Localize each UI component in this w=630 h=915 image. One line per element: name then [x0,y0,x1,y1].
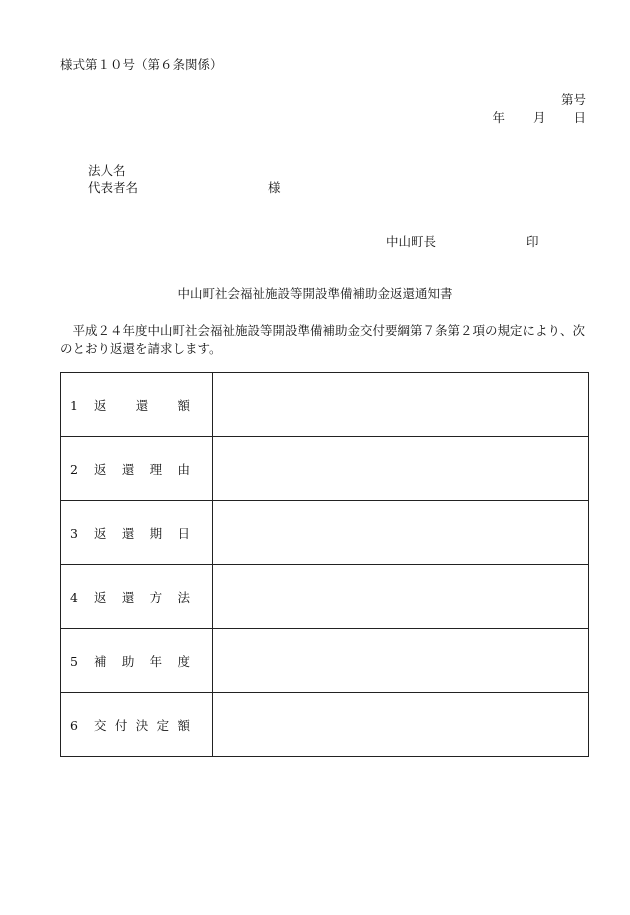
row-label-cell [61,501,213,565]
table-row [61,501,589,565]
corporation-name-label: 法人名 [88,163,126,178]
date-day: 日 [573,110,586,125]
row-number: 6 [70,717,78,733]
row-number: 1 [70,397,78,413]
representative-label: 代表者名 [88,180,139,195]
date-line [492,112,586,125]
date-year: 年 [492,110,505,125]
detail-table-body [61,373,589,757]
document-number: 第号 [560,92,586,107]
row-label: 返還額 [94,397,190,413]
row-label-cell [61,437,213,501]
row-label: 補助年度 [94,653,190,669]
row-value-field[interactable] [213,373,589,437]
seal-mark: 印 [526,234,539,249]
row-number: 3 [70,525,78,541]
table-row [61,373,589,437]
sender-line [386,236,539,249]
row-label: 返還期日 [94,525,190,541]
row-label: 交付決定額 [94,717,190,733]
body-paragraph: 平成２４年度中山町社会福祉施設等開設準備補助金交付要綱第７条第２項の規定により、次のとおり返還を請求します。 [60,323,586,356]
row-value-field[interactable] [213,501,589,565]
row-value-field[interactable] [213,565,589,629]
sender-title: 中山町長 [386,234,437,249]
row-label-cell [61,565,213,629]
table-row [61,565,589,629]
row-label-cell [61,693,213,757]
row-label: 返還方法 [94,589,190,605]
document-title: 中山町社会福祉施設等開設準備補助金返還通知書 [177,286,453,301]
row-label-cell [61,373,213,437]
row-number: 4 [70,589,78,605]
row-value-field[interactable] [213,437,589,501]
detail-table [60,372,589,757]
row-number: 2 [70,461,78,477]
table-row [61,693,589,757]
form-number: 様式第１０号（第６条関係） [60,57,223,72]
row-value-field[interactable] [213,693,589,757]
table-row [61,437,589,501]
honorific: 様 [268,180,281,195]
date-month: 月 [532,110,546,125]
row-label-cell [61,629,213,693]
row-value-field[interactable] [213,629,589,693]
row-label: 返還理由 [94,461,190,477]
representative-line [88,182,281,195]
table-row [61,629,589,693]
row-number: 5 [70,653,78,669]
